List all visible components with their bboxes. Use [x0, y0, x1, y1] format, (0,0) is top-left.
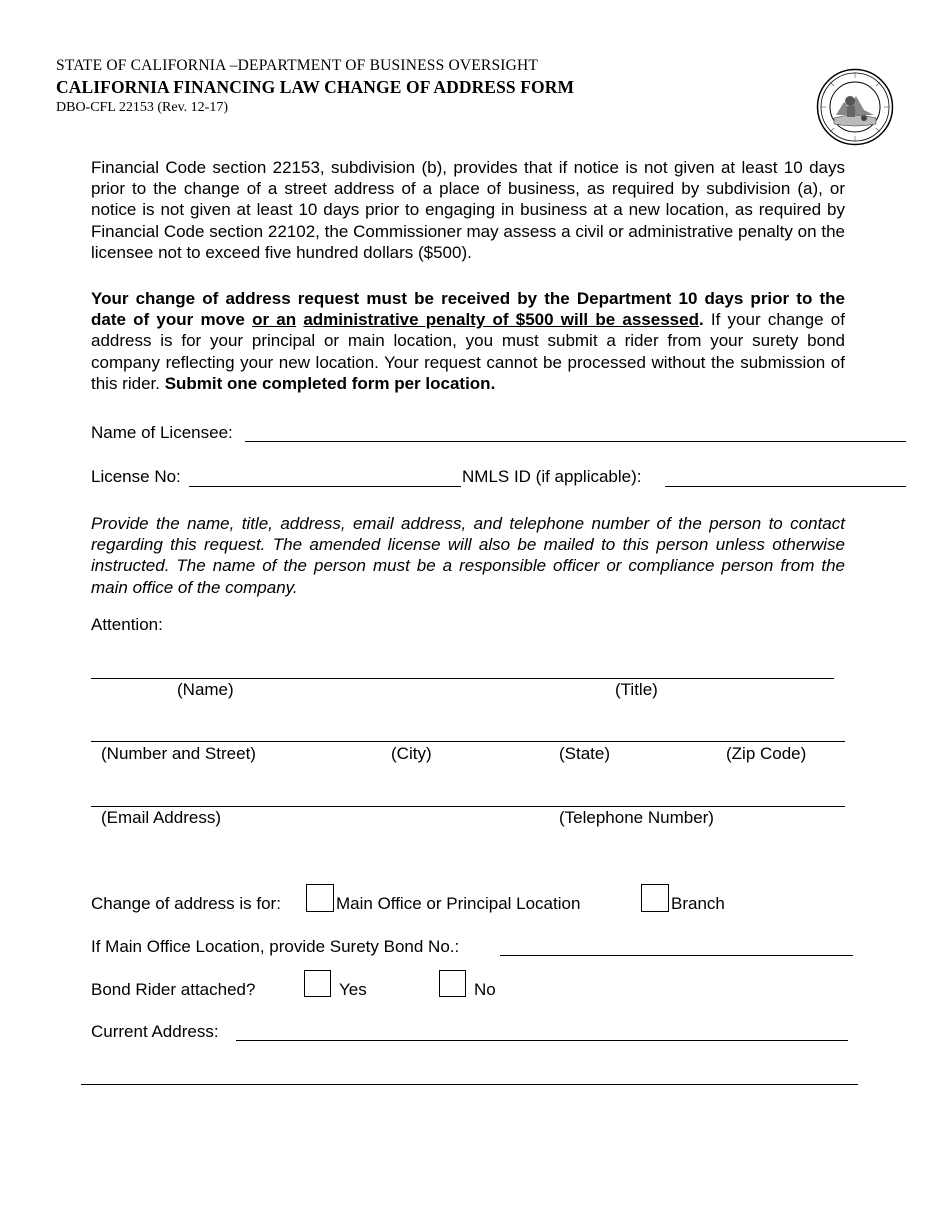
name-caption: (Name): [177, 680, 234, 699]
license-no-label: License No:: [91, 467, 181, 486]
license-no-field[interactable]: [189, 486, 461, 487]
nmls-field[interactable]: [665, 486, 906, 487]
surety-label: If Main Office Location, provide Surety Bond No.:: [91, 937, 460, 956]
email-caption: (Email Address): [101, 808, 221, 827]
form-title: CALIFORNIA FINANCING LAW CHANGE OF ADDRESS FORM: [56, 77, 575, 97]
name-title-field[interactable]: [91, 678, 834, 679]
notice-underline-1: or an: [252, 310, 297, 330]
licensee-label: Name of Licensee:: [91, 423, 233, 442]
title-caption: (Title): [615, 680, 658, 699]
intro-paragraph: Financial Code section 22153, subdivision (b), provides that if notice is not given at least 10 days prior to the change of a street address of a place of business, as required by subdivision (a), or notice is not given at least 10 days prior to engaging in business at a new location, as required by Financial Code section 22102, the Commissioner may assess a civil or administrative penalty on the licensee not to exceed five hundred dollars ($500).: [91, 158, 845, 262]
email-phone-field[interactable]: [91, 806, 845, 807]
main-office-label: Main Office or Principal Location: [336, 894, 581, 913]
surety-field[interactable]: [500, 955, 853, 956]
licensee-field[interactable]: [245, 441, 906, 442]
current-address-field[interactable]: [236, 1040, 848, 1041]
current-address-field-2[interactable]: [81, 1084, 858, 1085]
notice-bold-end: Submit one completed form per location.: [164, 373, 496, 393]
main-office-checkbox[interactable]: [306, 884, 334, 912]
notice-bold-start: Your change of address request must be received by the Department 10 days prior to the date of your move: [91, 289, 845, 330]
nmls-label: NMLS ID (if applicable):: [462, 467, 642, 486]
zip-caption: (Zip Code): [726, 744, 807, 763]
branch-checkbox[interactable]: [641, 884, 669, 912]
street-caption: (Number and Street): [101, 744, 256, 763]
rider-label: Bond Rider attached?: [91, 980, 256, 999]
current-address-label: Current Address:: [91, 1022, 219, 1041]
branch-label: Branch: [671, 894, 725, 913]
phone-caption: (Telephone Number): [559, 808, 714, 827]
state-caption: (State): [559, 744, 611, 763]
agency-name: STATE OF CALIFORNIA –DEPARTMENT OF BUSINESS OVERSIGHT: [56, 57, 539, 74]
rider-yes-checkbox[interactable]: [304, 970, 331, 997]
form-code: DBO-CFL 22153 (Rev. 12-17): [56, 100, 229, 115]
change-for-label: Change of address is for:: [91, 894, 281, 913]
address-field[interactable]: [91, 741, 845, 742]
notice-underline-2: administrative penalty of $500 will be assessed: [303, 310, 699, 330]
city-caption: (City): [391, 744, 432, 763]
rider-no-label: No: [474, 980, 496, 999]
notice-normal: If your change of address is for your principal or main location, you must submit a rider from your surety bond company reflecting your new location. Your request cannot be processed without the submission of this rider.: [91, 310, 845, 393]
rider-no-checkbox[interactable]: [439, 970, 466, 997]
notice-paragraph: [91, 288, 845, 394]
state-seal-icon: [816, 68, 894, 146]
contact-instructions: Provide the name, title, address, email address, and telephone number of the person to contact regarding this request. The amended license will also be mailed to this person unless otherwise instructed. The name of the person must be a responsible officer or compliance person from the main office of the company.: [91, 514, 845, 597]
rider-yes-label: Yes: [339, 980, 367, 999]
attention-label: Attention:: [91, 615, 163, 634]
notice-period: .: [698, 310, 704, 330]
